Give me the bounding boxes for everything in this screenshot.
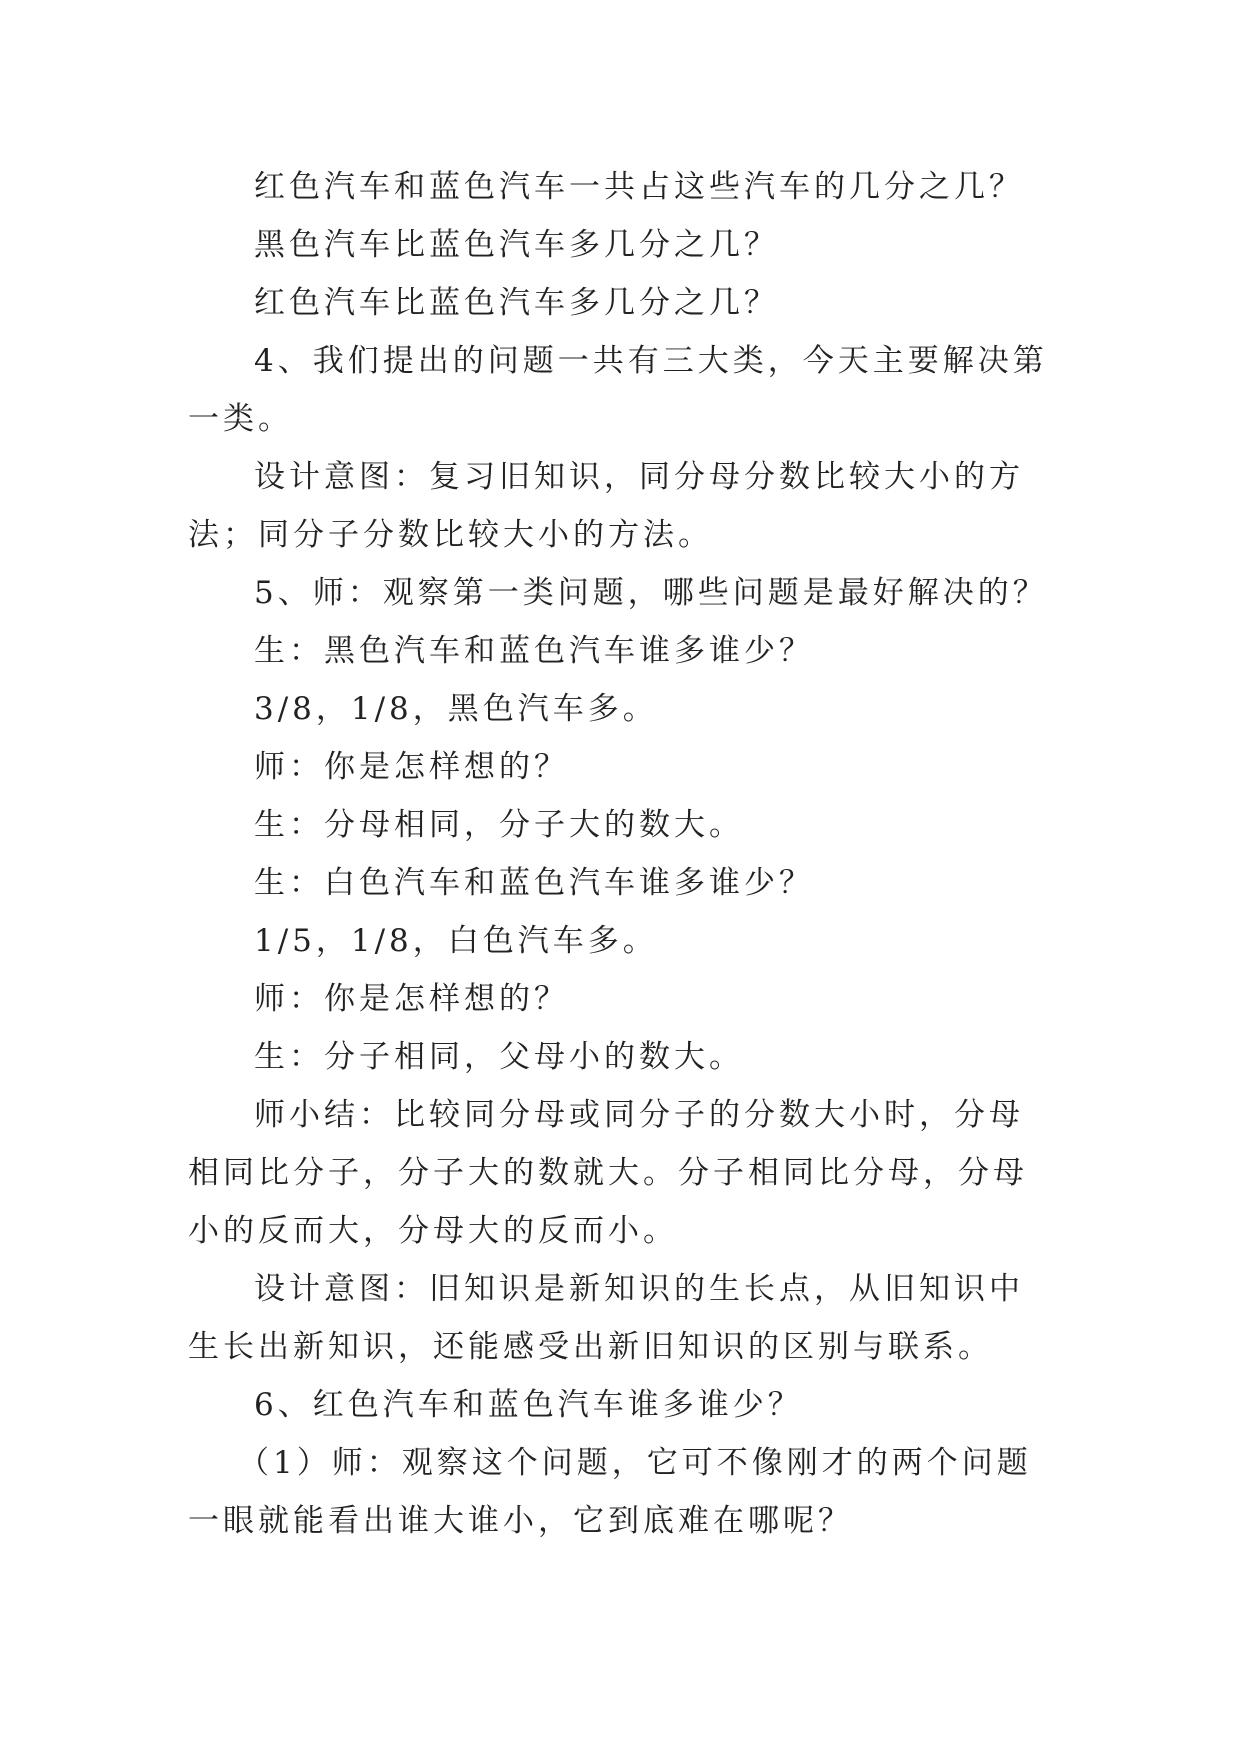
paragraph: 生：黑色汽车和蓝色汽车谁多谁少？ bbox=[254, 633, 814, 669]
paragraph: 师：你是怎样想的？ bbox=[254, 749, 569, 785]
paragraph: 师：你是怎样想的？ bbox=[254, 981, 569, 1017]
paragraph: 红色汽车和蓝色汽车一共占这些汽车的几分之几？ bbox=[254, 169, 1024, 205]
paragraph: 师小结：比较同分母或同分子的分数大小时，分母相同比分子，分子大的数就大。分子相同比分母，分母小的反而大，分母大的反而小。 bbox=[188, 1097, 1028, 1249]
paragraph: 生：分子相同，父母小的数大。 bbox=[254, 1039, 744, 1075]
document-body bbox=[188, 158, 1048, 1550]
paragraph: （1）师：观察这个问题，它可不像刚才的两个问题一眼就能看出谁大谁小，它到底难在哪呢？ bbox=[188, 1445, 1032, 1539]
paragraph: 红色汽车比蓝色汽车多几分之几？ bbox=[254, 285, 779, 321]
paragraph: 生：分母相同，分子大的数大。 bbox=[254, 807, 744, 843]
paragraph: 5、师：观察第一类问题，哪些问题是最好解决的？ bbox=[254, 575, 1048, 611]
paragraph: 设计意图：复习旧知识，同分母分数比较大小的方法；同分子分数比较大小的方法。 bbox=[188, 459, 1024, 553]
paragraph: 黑色汽车比蓝色汽车多几分之几？ bbox=[254, 227, 779, 263]
paragraph: 6、红色汽车和蓝色汽车谁多谁少？ bbox=[254, 1387, 803, 1423]
paragraph: 3/8，1/8，黑色汽车多。 bbox=[254, 691, 658, 727]
paragraph: 1/5，1/8，白色汽车多。 bbox=[254, 923, 658, 959]
paragraph: 生：白色汽车和蓝色汽车谁多谁少？ bbox=[254, 865, 814, 901]
paragraph: 设计意图：旧知识是新知识的生长点，从旧知识中生长出新知识，还能感受出新旧知识的区别与联系。 bbox=[188, 1271, 1024, 1365]
paragraph: 4、我们提出的问题一共有三大类，今天主要解决第一类。 bbox=[188, 343, 1048, 437]
